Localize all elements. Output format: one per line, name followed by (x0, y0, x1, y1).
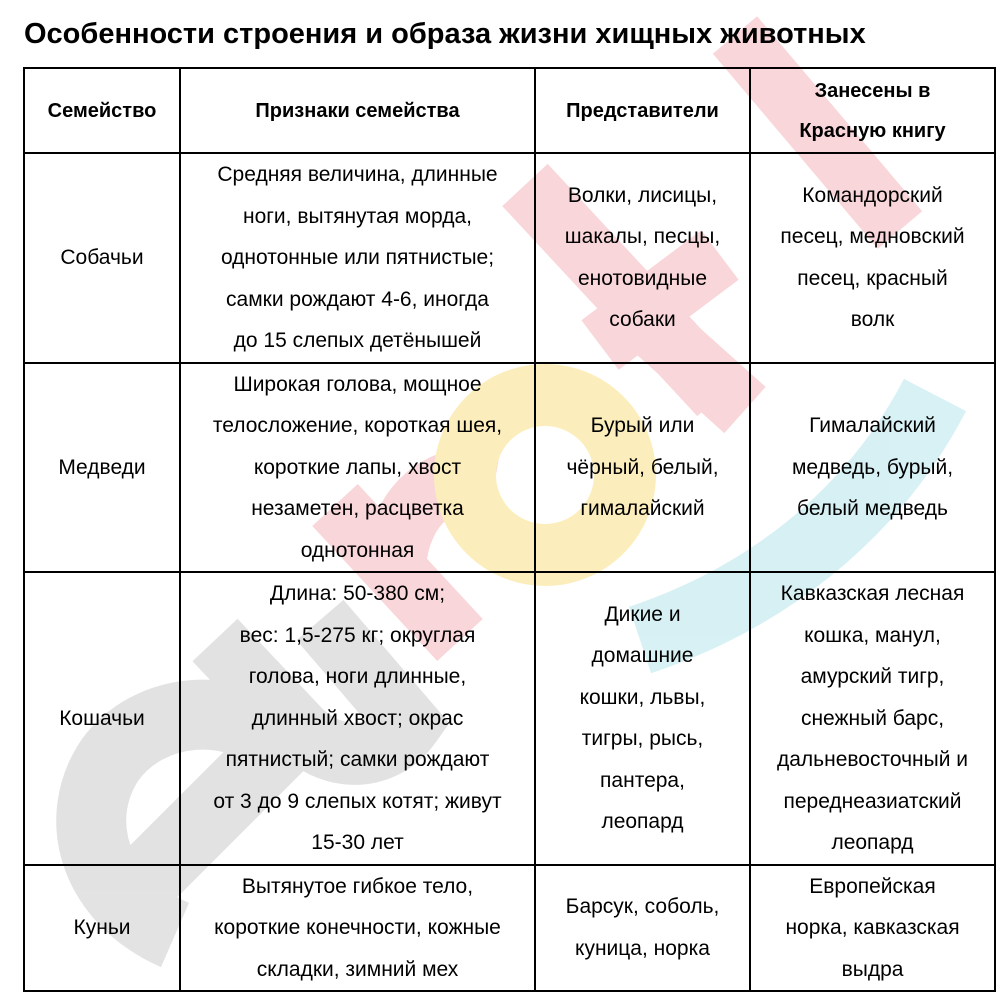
cell-members (535, 865, 750, 992)
cell-line: кошки, львы, (579, 685, 706, 709)
cell-line: Куньи (73, 916, 131, 939)
cell-line: собаки (609, 308, 676, 332)
cell-line: енотовидные (577, 266, 708, 290)
cell-members (535, 363, 750, 573)
cell-line: Дикие и (604, 602, 681, 626)
table-row (24, 572, 995, 865)
cell-red-book (750, 865, 995, 992)
cell-line: пантера, (600, 768, 685, 792)
cell-line: Собачьи (60, 246, 144, 269)
cell-line: снежный барс, (800, 706, 945, 730)
cell-line: 15-30 лет (311, 831, 404, 854)
cell-line: Медведи (58, 455, 146, 479)
cell-members (535, 572, 750, 865)
cell-red-book (750, 572, 995, 865)
cell-line: Гималайский (809, 414, 936, 437)
cell-line: гималайский (580, 497, 705, 520)
table-header-row (24, 68, 995, 153)
cell-family (24, 153, 180, 363)
cell-line: голова, ноги длинные, (248, 665, 467, 688)
cell-line: однотонные или пятнистые; (220, 246, 495, 269)
cell-line: белый медведь (797, 497, 948, 520)
cell-family (24, 363, 180, 573)
cell-family (24, 572, 180, 865)
header-traits (180, 68, 535, 153)
cell-line: куница, норка (575, 936, 710, 960)
cell-line: до 15 слепых детёнышей (233, 329, 482, 352)
header-red-book (750, 68, 995, 153)
table-row (24, 363, 995, 573)
cell-line: чёрный, белый, (566, 455, 719, 479)
table-row (24, 865, 995, 992)
cell-line: Представители (566, 99, 719, 122)
cell-line: Семейство (47, 99, 157, 122)
cell-line: Кошачьи (59, 706, 145, 730)
predators-table (23, 67, 996, 992)
cell-line: Бурый или (590, 414, 695, 437)
cell-line: Кавказская лесная (780, 582, 965, 605)
cell-line: песец, красный (797, 266, 948, 290)
cell-line: телосложение, короткая шея, (212, 414, 503, 437)
cell-line: дальневосточный и (776, 748, 969, 771)
cell-red-book (750, 153, 995, 363)
cell-line: вес: 1,5-275 кг; округлая (239, 623, 476, 647)
cell-line: короткие лапы, хвост (253, 455, 462, 479)
cell-traits (180, 865, 535, 992)
cell-line: медведь, бурый, (791, 455, 954, 479)
cell-line: домашние (591, 644, 694, 668)
header-members (535, 68, 750, 153)
cell-line: шакалы, песцы, (564, 225, 721, 249)
cell-line: выдра (841, 957, 904, 981)
cell-line: от 3 до 9 слепых котят; живут (213, 789, 502, 813)
cell-line: леопард (601, 810, 684, 834)
cell-line: песец, медновский (780, 225, 965, 249)
cell-red-book (750, 363, 995, 573)
cell-line: незаметен, расцветка (251, 497, 464, 520)
cell-line: норка, кавказская (785, 916, 960, 939)
cell-line: Занесены в (814, 79, 931, 102)
page-title: Особенности строения и образа жизни хищных животных (24, 18, 866, 50)
cell-line: Признаки семейства (255, 99, 460, 122)
cell-family (24, 865, 180, 992)
cell-line: волк (850, 308, 895, 332)
cell-line: Широкая голова, мощное (233, 372, 482, 396)
cell-traits (180, 363, 535, 573)
cell-line: Европейская (809, 874, 936, 898)
cell-line: пятнистый; самки рождают (225, 748, 490, 771)
cell-line: леопард (831, 831, 914, 854)
cell-line: Волки, лисицы, (567, 183, 718, 207)
cell-line: кошка, манул, (804, 623, 941, 647)
cell-line: короткие конечности, кожные (214, 916, 501, 939)
cell-line: Средняя величина, длинные (217, 163, 498, 186)
cell-line: длинный хвост; окрас (251, 706, 464, 730)
cell-members (535, 153, 750, 363)
cell-traits (180, 572, 535, 865)
cell-line: амурский тигр, (800, 665, 945, 688)
cell-line: однотонная (300, 538, 415, 562)
cell-line: Красную книгу (799, 119, 946, 142)
cell-line: Длина: 50-380 см; (269, 582, 446, 605)
cell-line: складки, зимний мех (256, 957, 459, 981)
cell-line: переднеазиатский (783, 789, 962, 813)
cell-line: ноги, вытянутая морда, (242, 204, 473, 228)
cell-traits (180, 153, 535, 363)
cell-line: Барсук, соболь, (565, 895, 720, 919)
cell-line: Вытянутое гибкое тело, (241, 874, 474, 898)
cell-line: тигры, рысь, (581, 727, 704, 751)
cell-line: Командорский (802, 183, 943, 207)
table-row (24, 153, 995, 363)
header-family (24, 68, 180, 153)
cell-line: самки рождают 4-6, иногда (226, 287, 489, 311)
